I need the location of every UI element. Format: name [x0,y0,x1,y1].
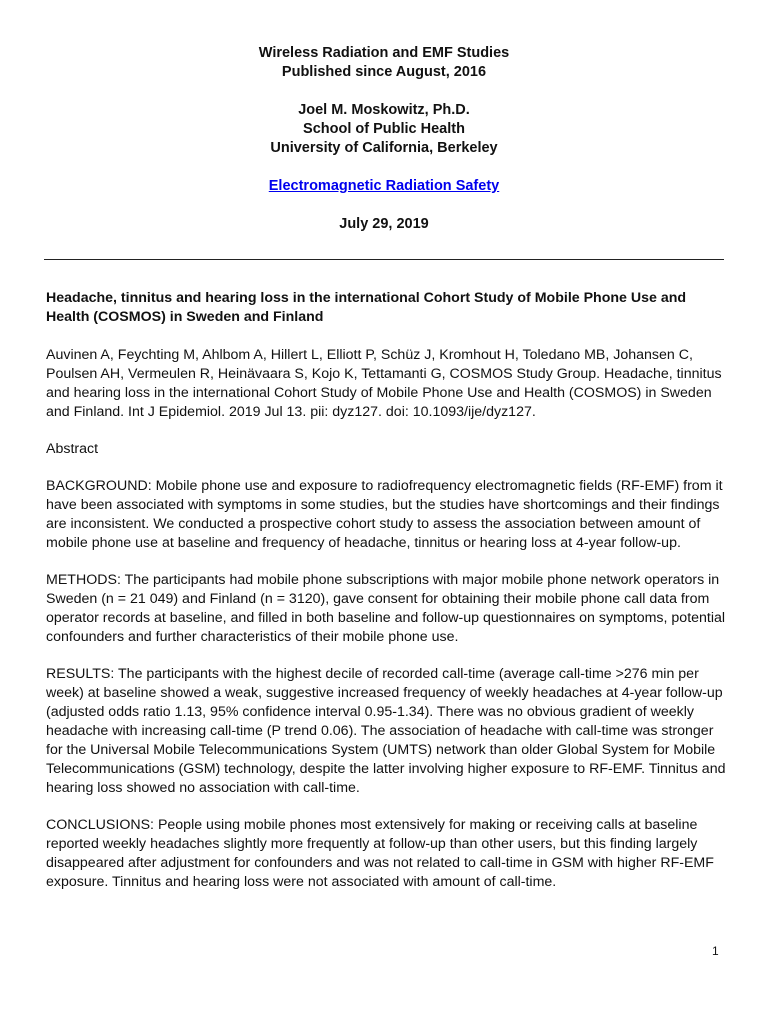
document-date: July 29, 2019 [339,216,429,232]
article-body [46,289,726,910]
author-name: Joel M. Moskowitz, Ph.D. [298,102,470,118]
article-citation: Auvinen A, Feychting M, Ahlbom A, Hillert L, Elliott P, Schüz J, Kromhout H, Toledano MB, Johansen C, Poulsen AH, Vermeulen R, Heinävaara S, Kojo K, Tettamanti G, COSMOS Study Group. Headache, tinnitus and hearing loss in the international Cohort Study of Mobile Phone Use and Health (COSMOS) in Sweden and Finland. Int J Epidemiol. 2019 Jul 13. pii: dyz127. doi: 10.1093/ije/dyz127. [46,347,722,420]
electromagnetic-radiation-safety-link[interactable]: Electromagnetic Radiation Safety [268,178,500,194]
abstract-conclusions: CONCLUSIONS: People using mobile phones most extensively for making or receiving calls at baseline reported weekly headaches slightly more frequently at follow-up than other users, but this finding largely disappeared after adjustment for confounders and was not related to call-time in GSM with higher RF-EMF exposure. Tinnitus and hearing loss were not associated with amount of call-time. [46,817,714,890]
abstract-background: BACKGROUND: Mobile phone use and exposure to radiofrequency electromagnetic fields (RF-EMF) from it have been associated with symptoms in some studies, but the studies have shortcomings and their findings are inconsistent. We conducted a prospective cohort study to assess the association between amount of mobile phone use at baseline and frequency of headache, tinnitus or hearing loss at 4-year follow-up. [46,478,723,551]
header-divider [44,259,724,260]
page-number: 1 [712,944,719,958]
author-school: School of Public Health [303,121,465,137]
document-header [0,44,768,234]
header-title: Wireless Radiation and EMF Studies [258,45,510,61]
abstract-heading: Abstract [46,441,99,457]
header-subtitle: Published since August, 2016 [281,64,487,80]
article-title: Headache, tinnitus and hearing loss in the international Cohort Study of Mobile Phone Use and Health (COSMOS) in Sweden and Finland [46,290,687,325]
abstract-methods: METHODS: The participants had mobile phone subscriptions with major mobile phone network operators in Sweden (n = 21 049) and Finland (n = 3120), gave consent for obtaining their mobile phone call data from operator records at baseline, and filled in both baseline and follow-up questionnaires on symptoms, potential confounders and further characteristics of their mobile phone use. [46,572,726,645]
author-university: University of California, Berkeley [270,140,498,156]
abstract-results: RESULTS: The participants with the highest decile of recorded call-time (average call-time >276 min per week) at baseline showed a weak, suggestive increased frequency of weekly headaches at 4-year follow-up (adjusted odds ratio 1.13, 95% confidence interval 0.95-1.34). There was no obvious gradient of weekly headache with increasing call-time (P trend 0.06). The association of headache with call-time was stronger for the Universal Mobile Telecommunications System (UMTS) network than older Global System for Mobile Telecommunications (GSM) technology, despite the latter involving higher exposure to RF-EMF. Tinnitus and hearing loss showed no association with call-time. [46,666,726,796]
